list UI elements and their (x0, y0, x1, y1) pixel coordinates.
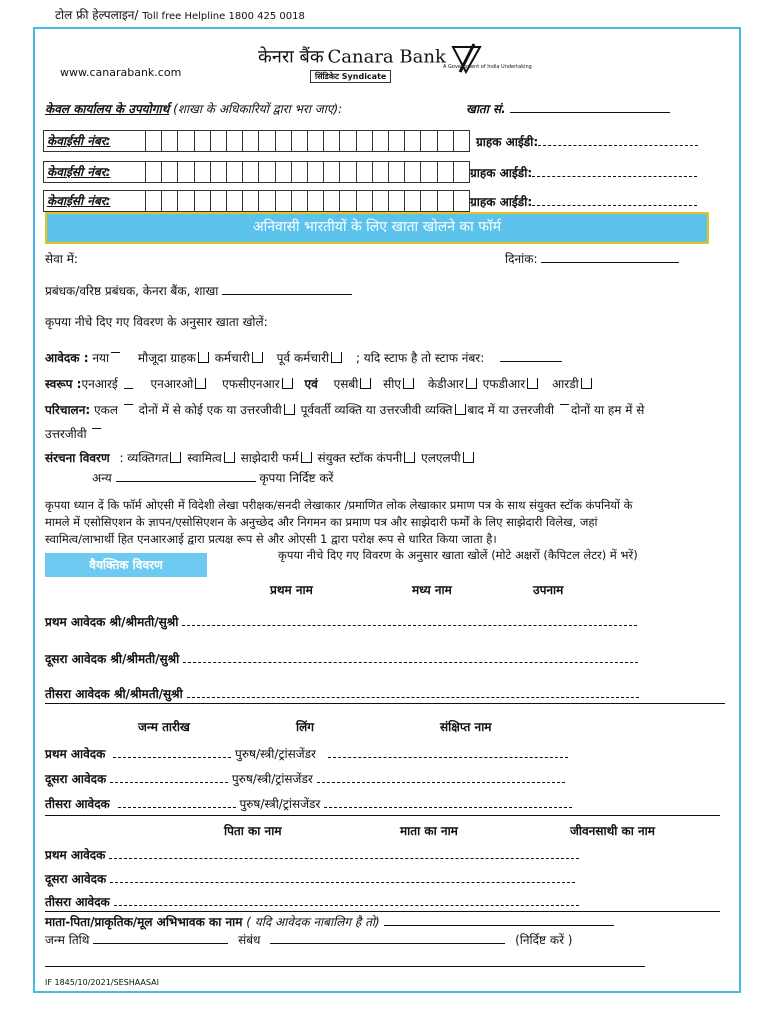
family-row-2: दूसरा आवेदक (45, 870, 575, 887)
form-code: IF 1845/10/2021/SESHAASAI (45, 978, 159, 987)
fdr-checkbox[interactable] (527, 378, 538, 389)
staff-number-field[interactable] (500, 349, 562, 362)
helpline (55, 6, 305, 23)
family-row-1: प्रथम आवेदक (45, 846, 579, 863)
bank-name-hindi: केनरा बैंक (258, 46, 324, 68)
guardian-row: माता-पिता/प्राकृतिक/मूल अभिभावक का नाम ( यदि आवेदक नाबालिग है तो) (45, 913, 614, 930)
operation-row-cont: उत्तरजीवी (45, 425, 103, 442)
notice-line-4: कृपया नीचे दिए गए विवरण के अनुसार खाता खोलें (मोटे अक्षरों (कैपिटल लेटर) में भरें) (278, 548, 638, 562)
joint-stock-checkbox[interactable] (404, 452, 415, 463)
account-number: खाता सं. (466, 100, 670, 117)
form-title-banner: अनिवासी भारतीयों के लिए खाता खोलने का फॉर्म (45, 212, 709, 244)
col-dob: जन्म तारीख (138, 720, 190, 734)
guardian-field[interactable] (384, 913, 614, 926)
nature-row: स्वरूप :एनआरई एनआरओ एफसीएनआर एवं एसबी सीए केडीआर एफडीआर आरडी (45, 375, 594, 392)
notice-line-2: मामले में एसोसिएशन के ज्ञापन/एसोसिएशन के अनुच्छेद और निगमन का प्रमाण पत्र और साझेदारी फर्मों के लिए साझेदारी विलेख, जहां (45, 515, 598, 529)
divider (45, 911, 720, 912)
kdr-checkbox[interactable] (466, 378, 477, 389)
kyc-row-2: केवाईसी नंबर: (43, 161, 470, 183)
constitution-row: संरचना विवरण : व्यक्तिगत स्वामित्व साझेदारी फर्म संयुक्त स्टॉक कंपनी एलएलपी (45, 449, 476, 466)
dob-row-1: प्रथम आवेदक पुरुष/स्त्री/ट्रांसजेंडर (45, 745, 568, 762)
canara-logo-icon (450, 42, 486, 76)
sb-checkbox[interactable] (360, 378, 371, 389)
office-use-row (45, 100, 342, 117)
former-survivor-checkbox[interactable] (455, 404, 466, 415)
col-father: पिता का नाम (224, 824, 282, 838)
col-gender: लिंग (296, 720, 315, 734)
dob-row-2: दूसरा आवेदक पुरुष/स्त्री/ट्रांसजेंडर (45, 770, 565, 787)
third-applicant-name: तीसरा आवेदक श्री/श्रीमती/सुश्री (45, 685, 639, 702)
first-applicant-name: प्रथम आवेदक श्री/श्रीमती/सुश्री (45, 613, 637, 630)
helpline-number: Toll free Helpline 1800 425 0018 (142, 11, 305, 22)
nre-checkbox[interactable] (124, 378, 133, 389)
notice-line-3: स्वामित्व/लाभार्थी हित एनआरआई द्वारा प्रत्यक्ष रूप से और ओएसी 1 द्वारा परोक्ष रूप से धारित किया जाता है। (45, 532, 497, 546)
account-number-field[interactable] (510, 100, 670, 113)
kyc-row-3: केवाईसी नंबर: (43, 190, 470, 212)
to-label: सेवा में: (45, 252, 78, 266)
col-surname: उपनाम (533, 583, 564, 597)
partnership-checkbox[interactable] (301, 452, 312, 463)
bank-tagline: A Government of India Undertaking (443, 64, 532, 70)
ex-employee-checkbox[interactable] (331, 352, 342, 363)
rd-checkbox[interactable] (581, 378, 592, 389)
other-row: अन्य कृपया निर्दिष्ट करें (92, 471, 334, 485)
personal-details-banner: वैयक्तिक विवरण (45, 553, 207, 577)
applicant-row: आवेदक : नया मौजूदा ग्राहक कर्मचारी पूर्व कर्मचारी ; यदि स्टाफ है तो स्टाफ नंबर: (45, 349, 562, 366)
col-short-name: संक्षिप्त नाम (440, 720, 492, 734)
individual-checkbox[interactable] (170, 452, 181, 463)
any-survivor-checkbox[interactable] (92, 428, 101, 439)
relation-field[interactable] (270, 931, 505, 944)
manager-row: प्रबंधक/वरिष्ठ प्रबंधक, केनरा बैंक, शाखा (45, 282, 352, 299)
divider (45, 966, 645, 967)
employee-checkbox[interactable] (252, 352, 263, 363)
guardian-dob-field[interactable] (93, 931, 228, 944)
cust-id-3: ग्राहक आईडी: (470, 193, 697, 210)
branch-field[interactable] (222, 282, 352, 295)
kyc-number-cells[interactable] (146, 191, 469, 211)
existing-customer-checkbox[interactable] (198, 352, 209, 363)
operation-row: परिचालन: एकल दोनों में से कोई एक या उत्तरजीवी पूर्ववर्ती व्यक्ति या उत्तरजीवी व्यक्ति बाद में या उत्तरजीवी दोनों या हम में से (45, 403, 645, 417)
kyc-number-cells[interactable] (146, 162, 469, 182)
single-checkbox[interactable] (124, 404, 133, 415)
col-mother: माता का नाम (400, 824, 458, 838)
helpline-hindi: टोल फ्री हेल्पलाइन/ (55, 8, 139, 22)
syndicate-logo: सिंडिकेट Syndicate (310, 70, 391, 83)
proprietorship-checkbox[interactable] (224, 452, 235, 463)
llp-checkbox[interactable] (463, 452, 474, 463)
ca-checkbox[interactable] (403, 378, 414, 389)
other-field[interactable] (116, 469, 256, 482)
request-line: कृपया नीचे दिए गए विवरण के अनुसार खाता खोलें: (45, 315, 268, 329)
second-applicant-name: दूसरा आवेदक श्री/श्रीमती/सुश्री (45, 650, 638, 667)
dob-row-3: तीसरा आवेदक पुरुष/स्त्री/ट्रांसजेंडर (45, 795, 572, 812)
nro-checkbox[interactable] (195, 378, 206, 389)
divider (45, 703, 725, 704)
notice-line-1: कृपया ध्यान दें कि फॉर्म ओएसी में विदेशी लेखा परीक्षक/सनदी लेखाकार /प्रमाणित लोक लेखाकार प्रमाण पत्र के साथ संयुक्त स्टॉक कंपनियों के (45, 498, 633, 512)
family-row-3: तीसरा आवेदक (45, 893, 579, 910)
fcnr-checkbox[interactable] (282, 378, 293, 389)
bank-logo (258, 42, 532, 70)
bank-name-english: Canara Bank (327, 46, 446, 68)
divider (45, 815, 720, 816)
new-checkbox[interactable] (111, 352, 120, 363)
kyc-row-1: केवाईसी नंबर: (43, 130, 470, 152)
either-survivor-checkbox[interactable] (284, 404, 295, 415)
website[interactable]: www.canarabank.com (60, 66, 182, 79)
cust-id-2: ग्राहक आईडी: (470, 164, 697, 181)
date-row: दिनांक: (505, 250, 679, 267)
office-use-note: (शाखा के अधिकारियों द्वारा भरा जाए): (173, 102, 343, 116)
col-middle-name: मध्य नाम (412, 583, 452, 597)
col-first-name: प्रथम नाम (270, 583, 313, 597)
office-use-label: केवल कार्यालय के उपयोगार्थ (45, 102, 170, 116)
cust-id-1: ग्राहक आईडी: (476, 133, 698, 150)
date-field[interactable] (541, 250, 679, 263)
latter-survivor-checkbox[interactable] (560, 404, 569, 415)
kyc-number-cells[interactable] (146, 131, 469, 151)
col-spouse: जीवनसाथी का नाम (570, 824, 655, 838)
guardian-dob-row: जन्म तिथि संबंध (निर्दिष्ट करें ) (45, 933, 573, 947)
